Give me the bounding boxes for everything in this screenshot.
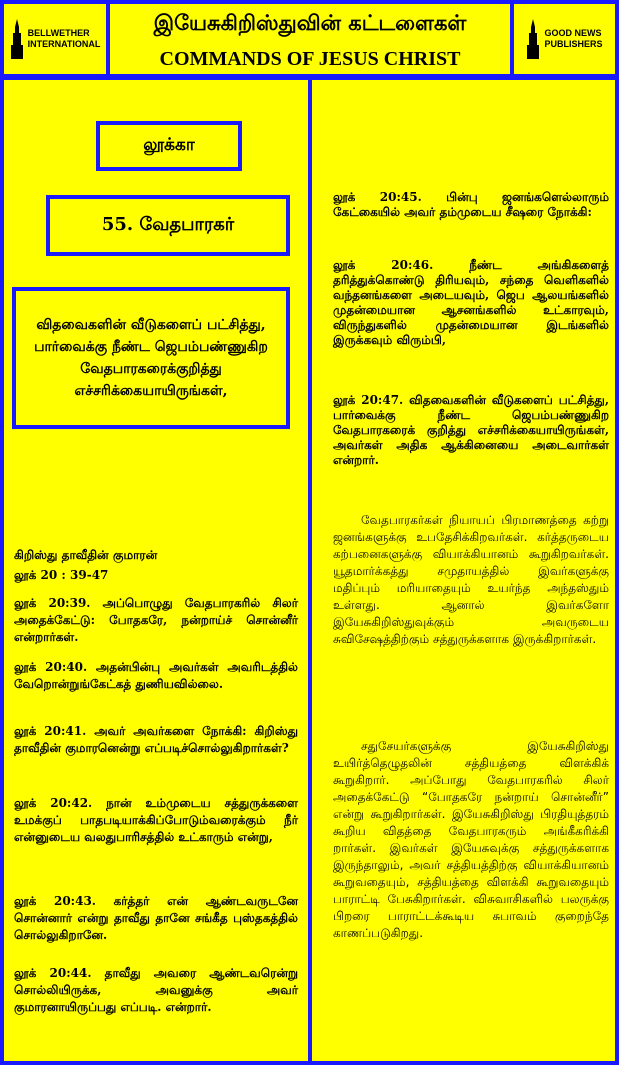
title-tamil: இயேசுகிறிஸ்துவின் கட்டளைகள் (153, 10, 467, 35)
good-news-line2: PUBLISHERS (544, 39, 603, 49)
verse-20-47: லூக் 20:47. விதவைகளின் வீடுகளைப் பட்சித்து, பார்வைக்கு நீண்ட ஜெபம்பண்ணுகிற வேதபாரகரைக் குறித்து எச்சரிக்கையாயிருங்கள், அவர்கள் அதிக ஆக்கினையை அடைவார்கள் என்றார். (333, 393, 609, 467)
bell-tower-icon (526, 19, 540, 59)
chapter-title-box (46, 195, 290, 256)
bellwether-line2: INTERNATIONAL (27, 39, 101, 49)
header-title-cell (110, 4, 510, 74)
command-box (12, 287, 290, 429)
commentary-paragraph-1: வேதபாரகர்கள் நியாயப் பிரமாணத்தை கற்று ஜனங்களுக்கு உபதேசிக்கிறவர்கள். கர்த்தருடைய கற்பனைகளுக்கு வியாக்கியானம் கூறுகிறவர்கள். யூதமார்க்கத்து சமுதாயத்தில் இவர்களுக்கு மதிப்பும் மரியாதையும் உயர்ந்த அந்தஸ்தும் உள்ளது. ஆனால் இவர்களோ இயேசுகிறிஸ்துவுக்கும் அவருடைய சுவிசேஷத்திற்கும் சத்துருக்களாக இருக்கிறார்கள். (333, 513, 609, 646)
good-news-logo-text (544, 28, 602, 50)
verse-20-43: லூக் 20:43. கர்த்தர் என் ஆண்டவருடனே சொன்னார் என்று தாவீது தானே சங்கீத புஸ்தகத்தில் சொல்லுகிறானே. (14, 894, 298, 942)
verse-20-41: லூக் 20:41. அவர் அவர்களை நோக்கி: கிறிஸ்து தாவீதின் குமாரனென்று எப்படிச்சொல்லுகிறார்கள்? (14, 724, 298, 755)
verse-20-39: லூக் 20:39. அப்பொழுது வேதபாரகரில் சிலர் அதைக்கேட்டு: போதகரே, நன்றாய்ச் சொன்னீர் என்றார்கள். (14, 596, 298, 644)
verse-20-44: லூக் 20:44. தாவீது அவரை ஆண்டவரென்று சொல்லியிருக்க, அவனுக்கு அவர் குமாரனாயிருப்பது எப்படி. என்றார். (14, 966, 298, 1014)
verse-20-46: லூக் 20:46. நீண்ட அங்கிகளைத் தரித்துக்கொண்டு திரியவும், சந்தை வெளிகளில் வந்தனங்களை அடையவும், ஜெப ஆலயங்களில் முதன்மையான ஆசனங்களில் உட்காரவும், விருந்துகளில் முதன்மையான இடங்களில் இருக்கவும் விரும்பி, (333, 258, 609, 347)
bellwether-line1: BELLWETHER (27, 28, 90, 38)
chapter-title: 55. வேதபாரகர் (101, 214, 235, 235)
title-english: COMMANDS OF JESUS CHRIST (159, 48, 461, 70)
good-news-logo (514, 4, 615, 74)
section-ref: லூக் 20 : 39-47 (14, 568, 109, 582)
book-title-box (96, 121, 242, 171)
bell-tower-icon (10, 19, 24, 59)
section-heading: கிறிஸ்து தாவீதின் குமாரன் (14, 548, 158, 562)
verse-20-40: லூக் 20:40. அதன்பின்பு அவர்கள் அவரிடத்தில் வேறொன்றுங்கேட்கத் துணியவில்லை. (14, 660, 298, 691)
book-title: லூக்கா (143, 135, 195, 155)
bellwether-logo (4, 4, 106, 74)
good-news-line1: GOOD NEWS (544, 28, 602, 38)
bellwether-logo-text (28, 28, 101, 50)
command-text: விதவைகளின் வீடுகளைப் பட்சித்து, பார்வைக்கு நீண்ட ஜெபம்பண்ணுகிற வேதபாரகரைக்குறித்து எச்சரிக்கையாயிருங்கள், (34, 317, 268, 399)
verse-20-45: லூக் 20:45. பின்பு ஜனங்களெல்லாரும் கேட்கையில் அவர் தம்முடைய சீஷரை நோக்கி: (333, 190, 609, 219)
verse-20-42: லூக் 20:42. நான் உம்முடைய சத்துருக்களை உமக்குப் பாதபடியாக்கிப்போடும்வரைக்கும் நீர் என்னுடைய வலதுபாரிசத்தில் உட்காரும் என்று, (14, 796, 298, 844)
commentary-paragraph-2: சதுசேயர்களுக்கு இயேசுகிறிஸ்து உயிர்த்தெழுதலின் சத்தியத்தை விளக்கிக் கூறுகிறார். அப்போது வேதபாரகரில் சிலர் அதைக்கேட்டு “போதகரே நன்றாய் சொன்னீர்” என்று கூறுகிறார்கள். இயேசுகிறிஸ்து பிரதியுத்தரம் கூறிய விதத்தை வேதபாரகரும் அங்கீகரிக்கி றார்கள். இவர்கள் இயேசுவுக்கு சத்துருக்களாக இருந்தாலும், அவர் சத்தியத்திற்கு வியாக்கியானம் கூறுவதையும், சத்தியத்தை விளக்கி கூறுவதையும் பாராட்டி பேசுகிறார்கள். விசுவாசிகளில் பலருக்கு பிறரை பாராட்டக்கூடிய சுபாவம் குறைந்தே காணப்படுகிறது. (333, 739, 609, 940)
